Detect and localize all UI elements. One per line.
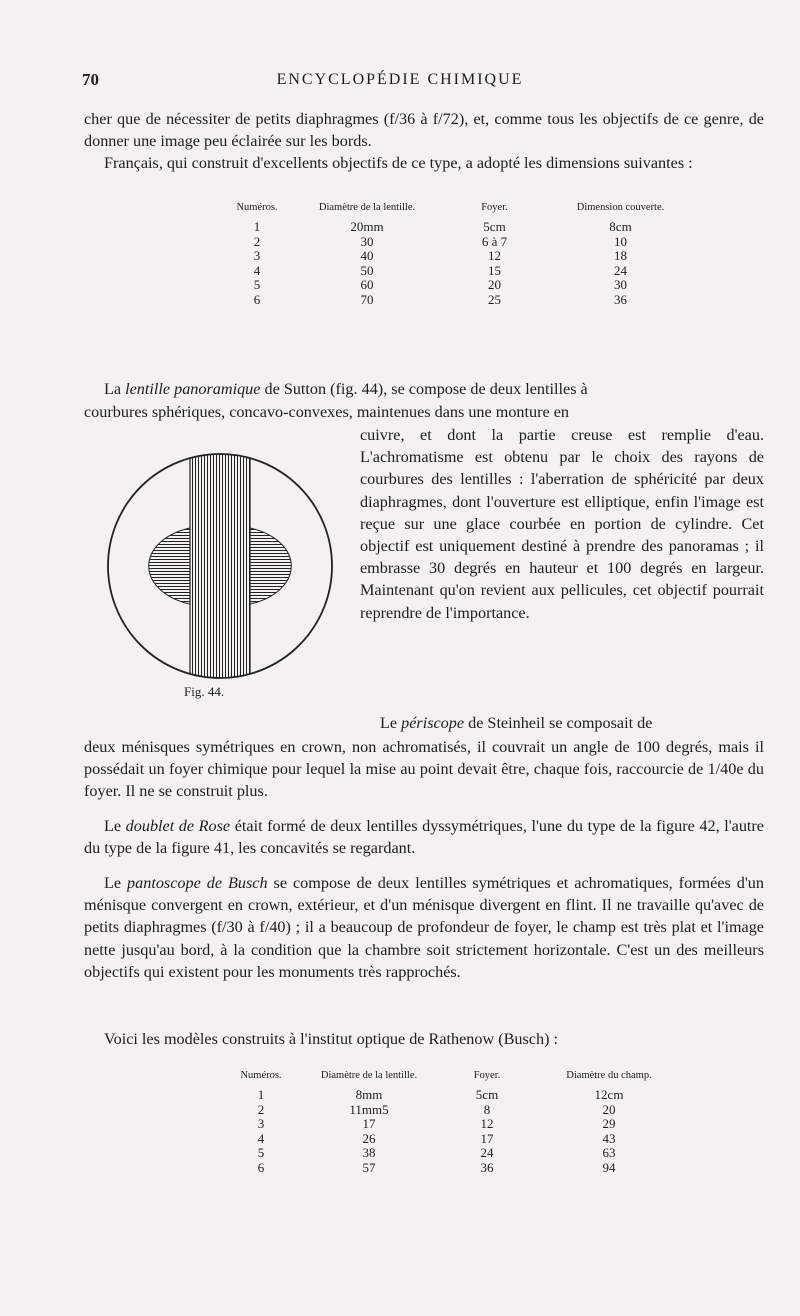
table-cell: 12cm [594,1087,624,1102]
periscope-line1: de Steinheil se composait de [464,714,653,732]
table-cell: 36 [614,291,627,307]
col-header-diametre: Diamètre de la lentille. [318,202,416,213]
table-cell: 12 [480,1116,494,1132]
paragraph-sutton-line2: courbures sphériques, concavo-convexes, maintenues dans une monture en [84,403,570,421]
term-pantoscope: pantoscope de Busch [127,874,268,892]
table-cell: 20 [488,277,501,293]
table-cell: 8cm [609,219,632,234]
table-cell: 30 [614,277,627,293]
table-cell: 4 [257,1130,265,1146]
table-cell: 30 [360,233,374,249]
col-header-dimension: Dimension couverte. [576,202,665,213]
table-row [226,1103,686,1118]
table-row [222,278,694,293]
col-header-diametre-champ: Diamètre du champ. [566,1070,652,1081]
table-cell: 2 [257,1101,265,1117]
doublet-intro: Le [104,817,126,835]
col-header-foyer: Foyer. [481,202,508,213]
paragraph-francais: Français, qui construit d'excellents objectifs de ce type, a adopté les dimensions suivantes : [104,154,693,172]
table-cell: 40 [360,248,374,264]
table-row [222,264,694,279]
term-doublet-de-rose: doublet de Rose [125,817,231,835]
table-cell: 17 [480,1130,494,1146]
table-cell: 26 [362,1130,376,1146]
table-row [226,1088,686,1103]
table-cell: 50 [360,262,374,278]
term-lentille-panoramique: lentille panoramique [125,380,261,398]
table-row [226,1132,686,1147]
table-body [226,1088,686,1176]
paragraph-intro: cher que de nécessiter de petits diaphragmes (f/36 à f/72), et, comme tous les objectifs de ce genre, de donner une image peu éclairée sur les bords. [84,110,764,151]
table-row [226,1146,686,1161]
table-cell: 18 [614,248,627,264]
table-cell: 1 [253,219,261,234]
table-cell: 43 [602,1130,616,1146]
doublet-body: était formé de deux lentilles dyssymétriques, l'une du type de la figure 42, l'autre du type de la figure 41, les concavités se regardant. [84,817,764,858]
figure-44 [104,450,336,712]
table-cell: 20mm [350,219,384,234]
table-cell: 38 [362,1145,376,1161]
table-cell: 60 [360,277,374,293]
table-cell: 11mm5 [349,1101,389,1117]
table-cell: 94 [602,1159,616,1175]
table-cell: 25 [488,291,501,307]
table-cell: 3 [257,1116,265,1132]
pantoscope-body: se compose de deux lentilles symétriques et achromatiques, formées d'un ménisque convergent en crown, extérieur, et d'un ménisque divergent en flint. Il ne travaille qu'avec de petits diaphragmes (f/30 à f/40) ; il a beaucoup de profondeur de foyer, le champ est très plat et l'image nette jusqu'au bord, à la condition que la chambre soit strictement horizontale. C'est un des meilleurs objectifs qui existent pour les monuments très rapprochés. [84,874,764,981]
paragraph-sutton-opening [84,378,764,400]
table-cell: 8 [483,1101,491,1117]
paragraph-doublet [84,815,764,859]
table-cell: 3 [253,248,261,264]
table-body [222,220,694,308]
table-cell: 2 [253,233,261,249]
table-cell: 36 [480,1159,494,1175]
col-header-numeros: Numéros. [240,1070,282,1081]
table-cell: 70 [360,291,374,307]
table-row [226,1117,686,1132]
table-cell: 24 [480,1145,494,1161]
table-cell: 6 [253,291,261,307]
table-cell: 57 [362,1159,376,1175]
table-cell: 20 [602,1101,616,1117]
col-header-foyer: Foyer. [473,1070,501,1081]
table-cell: 5 [257,1145,265,1161]
table-header-row [222,202,694,220]
figure-caption: Fig. 44. [184,684,225,699]
table-row [222,293,694,308]
table-cell: 1 [257,1087,265,1102]
table-cell: 5 [253,277,261,293]
table-cell: 15 [488,262,501,278]
term-periscope: périscope [401,714,465,732]
table-cell: 4 [253,262,261,278]
paragraph-busch-models: Voici les modèles construits à l'institut optique de Rathenow (Busch) : [104,1030,559,1048]
table-row [222,235,694,250]
table-cell: 5cm [475,1087,499,1102]
pantoscope-intro: Le [104,874,128,892]
table-cell: 17 [362,1116,376,1132]
periscope-intro: Le [380,714,402,732]
table-cell: 12 [488,248,501,264]
paragraph-periscope-body: deux ménisques symétriques en crown, non achromatisés, il couvrait un angle de 100 degrés, mais il possédait un foyer chimique pour lequel la mise au point devait être, chaque fois, raccourcie de 1/40e du foyer. Il ne se construit plus. [84,738,764,801]
dimensions-table-1 [222,202,694,308]
table-row [222,220,694,235]
paragraph-sutton-body: cuivre, et dont la partie creuse est remplie d'eau. L'achromatisme est obtenu par le choix des rayons de courbures des lentilles : l'aberration de sphéricité par deux diaphragmes, dont l'ouverture est elliptique, enfin l'image est reçue sur une glace courbée en portion de cylindre. Cet objectif est uniquement destiné à prendre des panoramas ; il embrasse 30 degrés en hauteur et 100 degrés en largeur. Maintenant qu'on revient aux pellicules, cet objectif pourrait reprendre de l'importance. [360,426,764,622]
table-row [226,1161,686,1176]
dimensions-table-2 [226,1070,686,1176]
table-cell: 8mm [355,1087,383,1102]
table-cell: 5cm [483,219,506,234]
page-header [0,70,800,94]
paragraph-periscope-opening [360,712,764,734]
table-cell: 29 [602,1116,616,1132]
sutton-intro: La [104,380,126,398]
table-cell: 10 [614,233,627,249]
table-row [222,249,694,264]
running-title: ENCYCLOPÉDIE CHIMIQUE [276,71,524,88]
table-cell: 6 [257,1159,265,1175]
table-cell: 24 [614,262,627,278]
page-number: 70 [82,70,99,89]
col-header-numeros: Numéros. [236,202,278,213]
table-cell: 63 [602,1145,616,1161]
table-cell: 6 à 7 [481,233,508,249]
sutton-line1: de Sutton (fig. 44), se compose de deux lentilles à [260,380,588,398]
table-header-row [226,1070,686,1088]
panoramic-lens-illustration [104,450,336,682]
paragraph-pantoscope [84,872,764,983]
col-header-diametre: Diamètre de la lentille. [320,1070,418,1081]
